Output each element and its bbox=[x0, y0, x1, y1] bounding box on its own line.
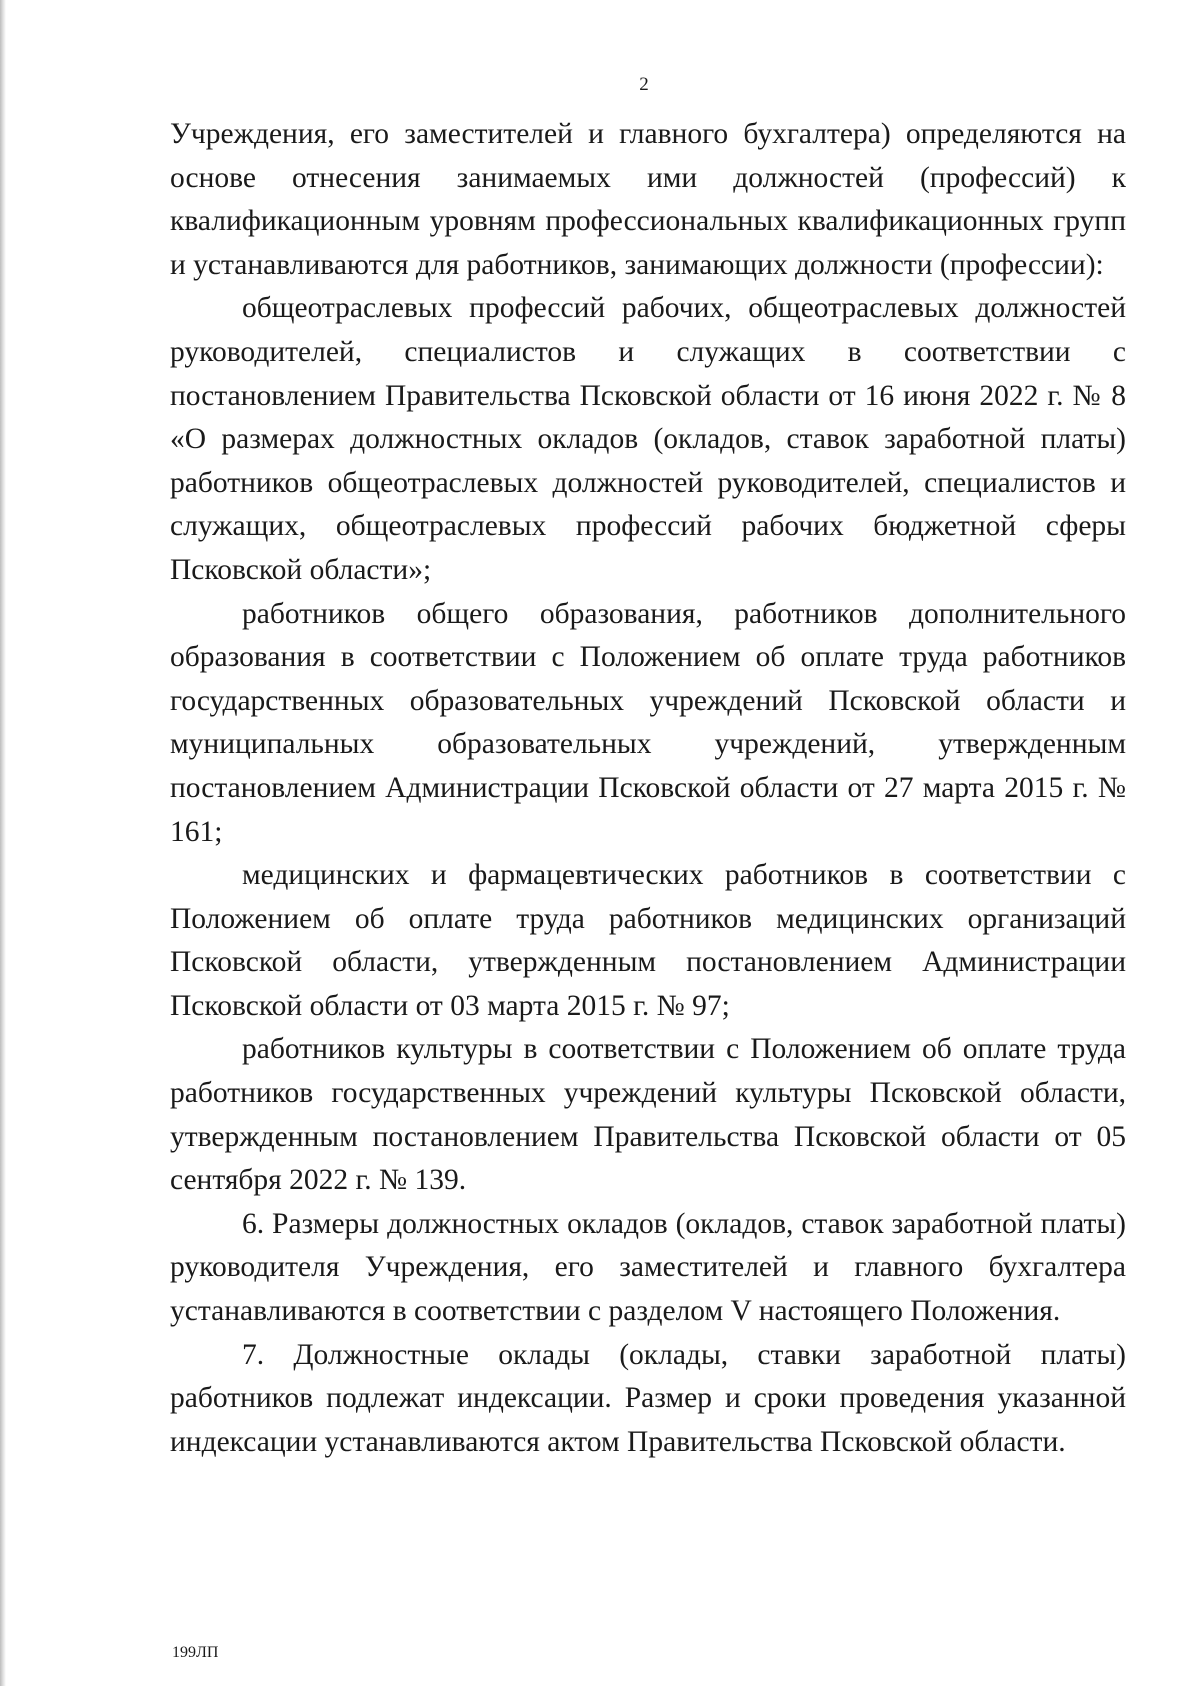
page-number: 2 bbox=[639, 74, 649, 95]
paragraph-continuation: Учреждения, его заместителей и главного бухгалтера) определяются на основе отнесения занимаемых ими должностей (профессий) к квалификационным уровням профессиональных квалификационных групп и устанавливаются для работников, занимающих должности (профессии): bbox=[170, 118, 1126, 281]
document-body bbox=[170, 113, 1126, 1464]
paragraph-item-6: 6. Размеры должностных окладов (окладов, ставок заработной платы) руководителя Учреждения, его заместителей и главного бухгалтера устанавливаются в соответствии с разделом V настоящего Положения. bbox=[170, 1207, 1126, 1328]
paragraph-medical-workers: медицинских и фармацевтических работников в соответствии с Положением об оплате труда работников медицинских организаций Псковской области, утвержденным постановлением Администрации Псковской области от 03 марта 2015 г. № 97; bbox=[170, 859, 1126, 1022]
paragraph-item-7: 7. Должностные оклады (оклады, ставки заработной платы) работников подлежат индексации. Размер и сроки проведения указанной индексации устанавливаются актом Правительства Псковской области. bbox=[170, 1338, 1126, 1458]
paragraph-culture-workers: работников культуры в соответствии с Положением об оплате труда работников государственных учреждений культуры Псковской области, утвержденным постановлением Правительства Псковской области от 05 сентября 2022 г. № 139. bbox=[170, 1033, 1126, 1197]
paragraph-education-workers: работников общего образования, работников дополнительного образования в соответствии с Положением об оплате труда работников государственных образовательных учреждений Псковской области и муниципальных образовательных учреждений, утвержденным постановлением Администрации Псковской области от 27 марта 2015 г. № 161; bbox=[170, 597, 1126, 848]
scan-edge bbox=[0, 0, 6, 1686]
paragraph-general-professions: общеотраслевых профессий рабочих, общеотраслевых должностей руководителей, специалистов и служащих в соответствии с постановлением Правительства Псковской области от 16 июня 2022 г. № 8 «О размерах должностных окладов (окладов, ставок заработной платы) работников общеотраслевых должностей руководителей, специалистов и служащих, общеотраслевых профессий рабочих бюджетной сферы Псковской области»; bbox=[170, 292, 1126, 586]
footer-code: 199ЛП bbox=[172, 1644, 219, 1661]
